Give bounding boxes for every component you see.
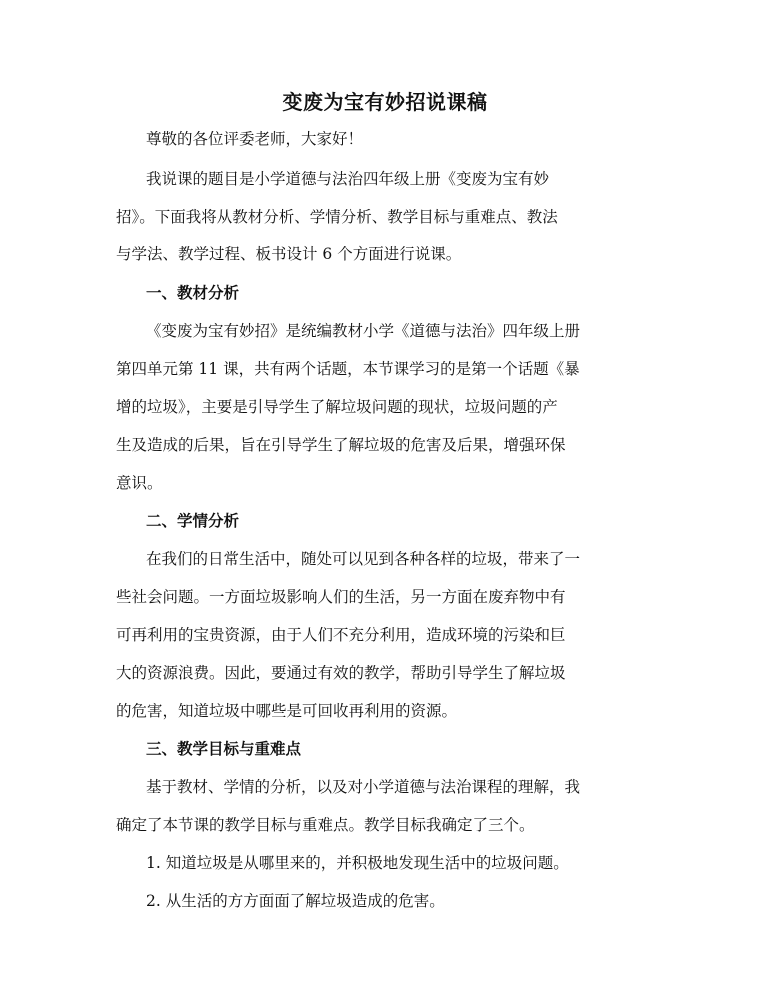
intro-paragraph-line: 我说课的题目是小学道德与法治四年级上册《变废为宝有妙 <box>146 170 550 188</box>
greeting-line: 尊敬的各位评委老师，大家好！ <box>146 130 364 148</box>
textbook-analysis-line: 增的垃圾》，主要是引导学生了解垃圾问题的现状，垃圾问题的产 <box>116 398 558 416</box>
student-analysis-line: 可再利用的宝贵资源，由于人们不充分利用，造成环境的污染和巨 <box>116 626 566 644</box>
objectives-line: 确定了本节课的教学目标与重难点。教学目标我确定了三个。 <box>116 816 535 834</box>
textbook-analysis-line: 生及造成的后果，旨在引导学生了解垃圾的危害及后果，增强环保 <box>116 436 566 454</box>
textbook-analysis-line: 意识。 <box>116 474 163 492</box>
textbook-analysis-line: 第四单元第 11 课，共有两个话题，本节课学习的是第一个话题《暴 <box>116 360 580 378</box>
intro-paragraph-line: 招》。下面我将从教材分析、学情分析、教学目标与重难点、教法 <box>116 208 558 226</box>
intro-paragraph-line: 与学法、教学过程、板书设计 6 个方面进行说课。 <box>116 245 462 263</box>
section-heading: 一、教材分析 <box>146 283 240 302</box>
textbook-analysis-line: 《变废为宝有妙招》是统编教材小学《道德与法治》四年级上册 <box>146 322 581 340</box>
document-title: 变废为宝有妙招说课稿 <box>282 90 488 114</box>
student-analysis-line: 些社会问题。一方面垃圾影响人们的生活，另一方面在废弃物中有 <box>116 588 566 606</box>
section-heading: 二、学情分析 <box>146 511 240 530</box>
objectives-line: 基于教材、学情的分析，以及对小学道德与法治课程的理解，我 <box>146 778 581 796</box>
section-heading: 三、教学目标与重难点 <box>146 739 302 758</box>
objective-item: 2. 从生活的方方面面了解垃圾造成的危害。 <box>146 892 445 910</box>
student-analysis-line: 在我们的日常生活中，随处可以见到各种各样的垃圾，带来了一 <box>146 550 581 568</box>
objective-item: 1. 知道垃圾是从哪里来的，并积极地发现生活中的垃圾问题。 <box>146 854 569 872</box>
student-analysis-line: 大的资源浪费。因此，要通过有效的教学，帮助引导学生了解垃圾 <box>116 664 566 682</box>
student-analysis-line: 的危害，知道垃圾中哪些是可回收再利用的资源。 <box>116 702 458 720</box>
